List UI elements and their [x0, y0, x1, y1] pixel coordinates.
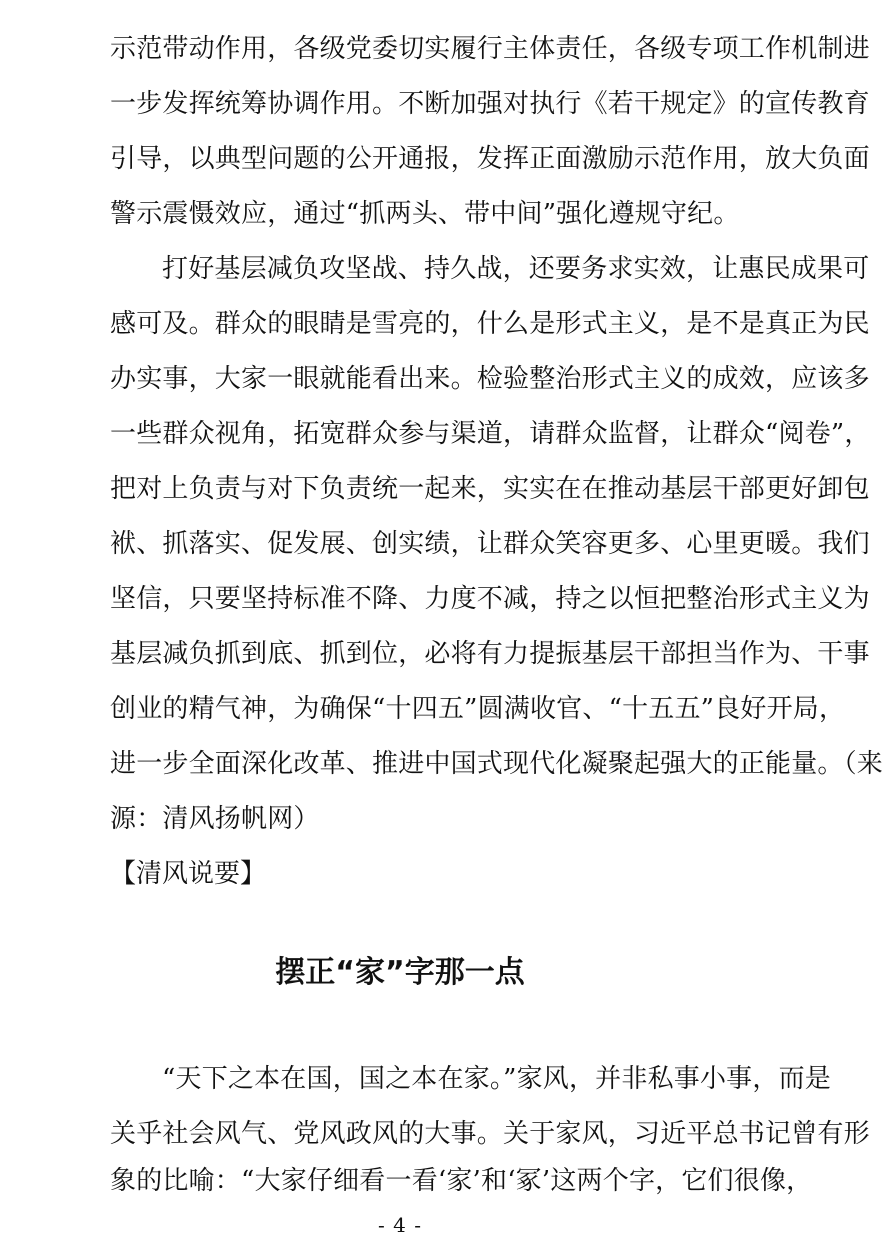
article-title: 摆正“家”字那一点 [275, 955, 525, 990]
paragraph-line: 示范带动作用，各级党委切实履行主体责任，各级专项工作机制进 [110, 34, 870, 64]
paragraph-line: 源：清风扬帆网） [110, 804, 320, 834]
paragraph-line: 引导，以典型问题的公开通报，发挥正面激励示范作用，放大负面 [110, 144, 870, 174]
page-number: - 4 - [378, 1213, 422, 1237]
paragraph-line: 办实事，大家一眼就能看出来。检验整治形式主义的成效，应该多 [110, 364, 870, 394]
paragraph-line: “天下之本在国，国之本在家。”家风，并非私事小事，而是 [162, 1064, 831, 1094]
paragraph-line: 创业的精气神，为确保“十四五”圆满收官、“十五五”良好开局， [110, 694, 846, 724]
paragraph-line: 关乎社会风气、党风政风的大事。关于家风，习近平总书记曾有形 [110, 1119, 870, 1149]
paragraph-line: 把对上负责与对下负责统一起来，实实在在推动基层干部更好卸包 [110, 474, 870, 504]
paragraph-line: 警示震慑效应，通过“抓两头、带中间”强化遵规守纪。 [110, 199, 740, 229]
paragraph-line: 一些群众视角，拓宽群众参与渠道，请群众监督，让群众“阅卷”， [110, 419, 871, 449]
paragraph-line: 基层减负抓到底、抓到位，必将有力提振基层干部担当作为、干事 [110, 639, 870, 669]
paragraph-line: 象的比喻：“大家仔细看一看‘家’和‘冢’这两个字，它们很像， [110, 1166, 813, 1196]
paragraph-line: 一步发挥统筹协调作用。不断加强对执行《若干规定》的宣传教育 [110, 89, 870, 119]
paragraph-line: 坚信，只要坚持标准不降、力度不减，持之以恒把整治形式主义为 [110, 584, 870, 614]
paragraph-line: 感可及。群众的眼睛是雪亮的，什么是形式主义，是不是真正为民 [110, 309, 870, 339]
paragraph-line: 进一步全面深化改革、推进中国式现代化凝聚起强大的正能量。（来 [110, 749, 883, 779]
section-tag: 【清风说要】 [110, 859, 267, 889]
paragraph-line: 袱、抓落实、促发展、创实绩，让群众笑容更多、心里更暖。我们 [110, 529, 870, 559]
paragraph-line: 打好基层减负攻坚战、持久战，还要务求实效，让惠民成果可 [162, 254, 870, 284]
